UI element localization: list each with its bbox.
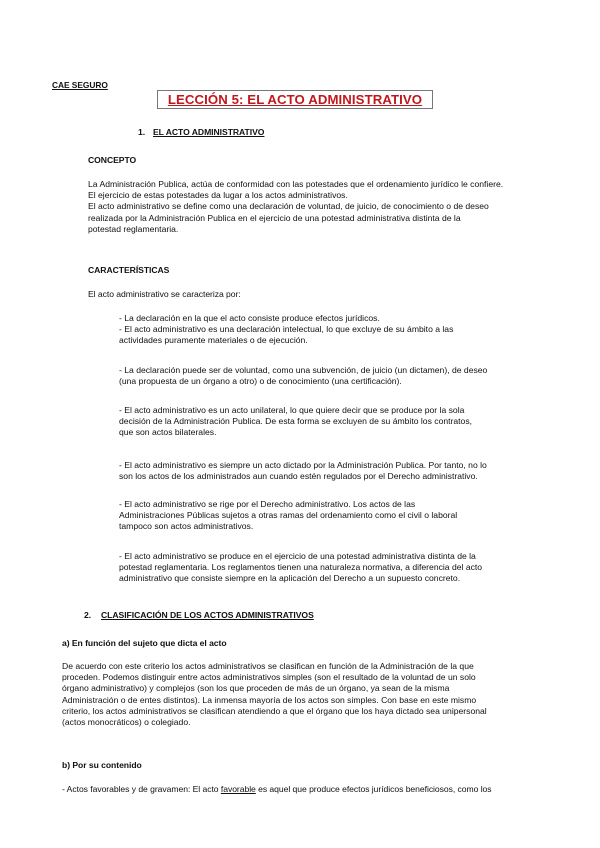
contenido-line bbox=[62, 784, 492, 795]
caracteristicas-label: CARACTERÍSTICAS bbox=[88, 265, 170, 275]
favorable-term: favorable bbox=[220, 784, 256, 794]
text-line: - El acto administrativo se rige por el Derecho administrativo. Los actos de las bbox=[119, 499, 416, 509]
text-line: - El acto administrativo es un acto unilateral, lo que quiere decir que se produce por la sola bbox=[119, 405, 465, 415]
text-line: El ejercicio de estas potestades da lugar a los actos administrativos. bbox=[88, 190, 348, 201]
section1-number: 1. bbox=[138, 127, 146, 137]
header-tag: CAE SEGURO bbox=[52, 80, 108, 90]
sujeto-paragraph bbox=[62, 661, 487, 728]
text-line: (actos monocráticos) o colegiado. bbox=[62, 717, 191, 728]
text-line: órgano administrativo) y complejos (son los que proceden de más de un órgano, ya sean de la misma bbox=[62, 683, 450, 694]
subheading-a: a) En función del sujeto que dicta el acto bbox=[62, 638, 227, 648]
caracteristicas-intro: El acto administrativo se caracteriza por: bbox=[88, 289, 241, 299]
text-line: potestad reglamentaria. Los reglamentos tienen una naturaleza normativa, a diferencia del acto bbox=[119, 562, 483, 573]
text-line: criterio, los actos administrativos se clasifican atendiendo a que el órgano que los haya dictado sea unipersonal bbox=[62, 705, 487, 716]
text-line: actividades puramente materiales o de ejecución. bbox=[119, 335, 308, 346]
text-line: administrativo que consiste siempre en la aplicación del Derecho a un supuesto concreto. bbox=[119, 573, 461, 584]
lesson-title: LECCIÓN 5: EL ACTO ADMINISTRATIVO bbox=[157, 90, 433, 109]
section1-heading: EL ACTO ADMINISTRATIVO bbox=[153, 127, 265, 137]
concepto-paragraph bbox=[88, 179, 503, 235]
bullet-group bbox=[119, 405, 472, 439]
text-line: realizada por la Administración Publica en el ejercicio de una potestad administrativa distinta de la bbox=[88, 212, 461, 223]
text-line: - El acto administrativo es siempre un acto dictado por la Administración Publica. Por tanto, no lo bbox=[119, 460, 487, 470]
text-line: Administración o de entes distintos). La inmensa mayoría de los actos son simples. Con base en este mismo bbox=[62, 694, 477, 705]
text-line: - El acto administrativo es una declaración intelectual, lo que excluye de su ámbito a las bbox=[119, 324, 454, 335]
text-line: potestad reglamentaria. bbox=[88, 223, 179, 234]
text-segment: es aquel que produce efectos jurídicos beneficiosos, como los bbox=[255, 784, 492, 794]
text-line: que son actos bilaterales. bbox=[119, 427, 217, 438]
section2-heading: CLASIFICACIÓN DE LOS ACTOS ADMINISTRATIVOS bbox=[101, 610, 314, 620]
text-line: - La declaración puede ser de voluntad, como una subvención, de juicio (un dictamen), de deseo bbox=[119, 365, 488, 375]
text-line: La Administración Publica, actúa de conformidad con las potestades que el ordenamiento jurídico le confiere. bbox=[88, 179, 504, 189]
text-line: Administraciones Públicas sujetos a otras ramas del ordenamiento como el civil o laboral bbox=[119, 510, 458, 521]
bullet-group bbox=[119, 499, 457, 533]
bullet-group bbox=[119, 313, 453, 347]
text-line: (una propuesta de un órgano a otro) o de conocimiento (una certificación). bbox=[119, 376, 402, 387]
text-line: - El acto administrativo se produce en el ejercicio de una potestad administrativa distinta de la bbox=[119, 551, 476, 561]
subheading-b-text: b) Por su contenido bbox=[62, 760, 142, 770]
text-line: El acto administrativo se define como una declaración de voluntad, de juicio, de conocimiento o de deseo bbox=[88, 201, 489, 212]
subheading-b bbox=[62, 760, 142, 771]
section2-number: 2. bbox=[84, 610, 92, 620]
text-line: proceden. Podemos distinguir entre actos administrativos simples (son el resultado de la voluntad de un solo bbox=[62, 672, 476, 683]
text-line: - La declaración en la que el acto consiste produce efectos jurídicos. bbox=[119, 313, 380, 323]
text-line: De acuerdo con este criterio los actos administrativos se clasifican en función de la Administración de la que bbox=[62, 661, 474, 671]
bullet-group bbox=[119, 460, 487, 482]
bullet-group bbox=[119, 365, 487, 387]
text-segment: - Actos favorables y de gravamen: El acto bbox=[62, 784, 221, 794]
text-line: son los actos de los administrados aun cuando estén regulados por el Derecho administrativo. bbox=[119, 471, 478, 482]
concepto-label: CONCEPTO bbox=[88, 155, 137, 165]
bullet-group bbox=[119, 551, 482, 585]
text-line: tampoco son actos administrativos. bbox=[119, 521, 254, 532]
text-line: decisión de la Administración Publica. De esta forma se excluyen de su ámbito los contratos, bbox=[119, 416, 473, 427]
